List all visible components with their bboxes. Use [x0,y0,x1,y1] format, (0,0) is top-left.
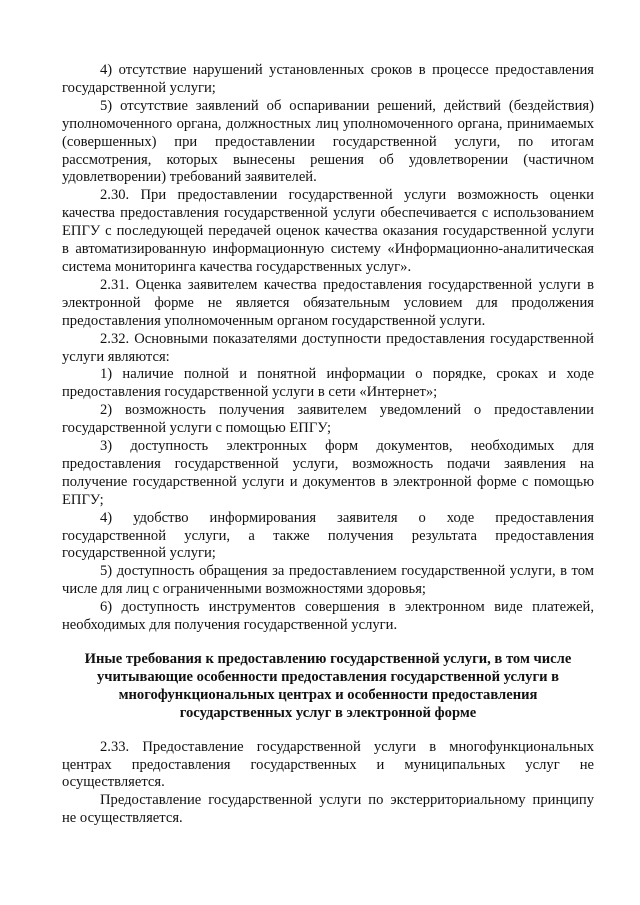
paragraph-2-33: 2.33. Предоставление государственной услуги в многофункциональных центрах предоставления государственных и муниципальных услуг не осуществляется. [62,738,594,791]
paragraph-indicator-6: 6) доступность инструментов совершения в электронном виде платежей, необходимых для получения государственной услуги. [62,599,594,634]
paragraph-indicator-2: 2) возможность получения заявителем уведомлений о предоставлении государственной услуги с помощью ЕПГУ; [62,402,594,437]
paragraph-2-31: 2.31. Оценка заявителем качества предоставления государственной услуги в электронной форме не является обязательным условием для продолжения предоставления уполномоченным органом государственной услуги. [62,276,594,329]
document-body [62,62,594,828]
paragraph-item-5-no-appeals: 5) отсутствие заявлений об оспаривании решений, действий (бездействия) уполномоченного органа, должностных лиц уполномоченного органа, принимаемых (совершенных) при предоставлении государственной услуги, по итогам рассмотрения, которых вынесены решения об удовлетворении (частичном удовлетворении) требований заявителей. [62,97,594,186]
paragraph-2-30: 2.30. При предоставлении государственной услуги возможность оценки качества предоставления государственной услуги обеспечивается с использованием ЕПГУ с последующей передачей оценок качества оказания государственной услуги в автоматизированную информационную систему «Информационно-аналитическая система мониторинга качества государственных услуг». [62,187,594,275]
paragraph-2-32: 2.32. Основными показателями доступности предоставления государственной услуги являются: [62,330,594,365]
paragraph-item-4-no-violations: 4) отсутствие нарушений установленных сроков в процессе предоставления государственной услуги; [62,62,594,96]
paragraph-indicator-4: 4) удобство информирования заявителя о ходе предоставления государственной услуги, а также получения результата предоставления государственной услуги; [62,509,594,562]
paragraph-indicator-5: 5) доступность обращения за предоставлением государственной услуги, в том числе для лиц с ограниченными возможностями здоровья; [62,563,594,598]
paragraph-indicator-3: 3) доступность электронных форм документов, необходимых для предоставления государственной услуги, возможность подачи заявления на получение государственной услуги и документов в электронной форме с помощью ЕПГУ; [62,438,594,508]
section-heading: Иные требования к предоставлению государственной услуги, в том числе учитывающие особенности предоставления государственной услуги в многофункциональных центрах и особенности предоставления государственных услуг в электронной форме [84,651,572,721]
paragraph-indicator-1: 1) наличие полной и понятной информации о порядке, сроках и ходе предоставления государственной услуги в сети «Интернет»; [62,366,594,401]
paragraph-extraterritorial: Предоставление государственной услуги по экстерриториальному принципу не осуществляется. [62,792,594,827]
